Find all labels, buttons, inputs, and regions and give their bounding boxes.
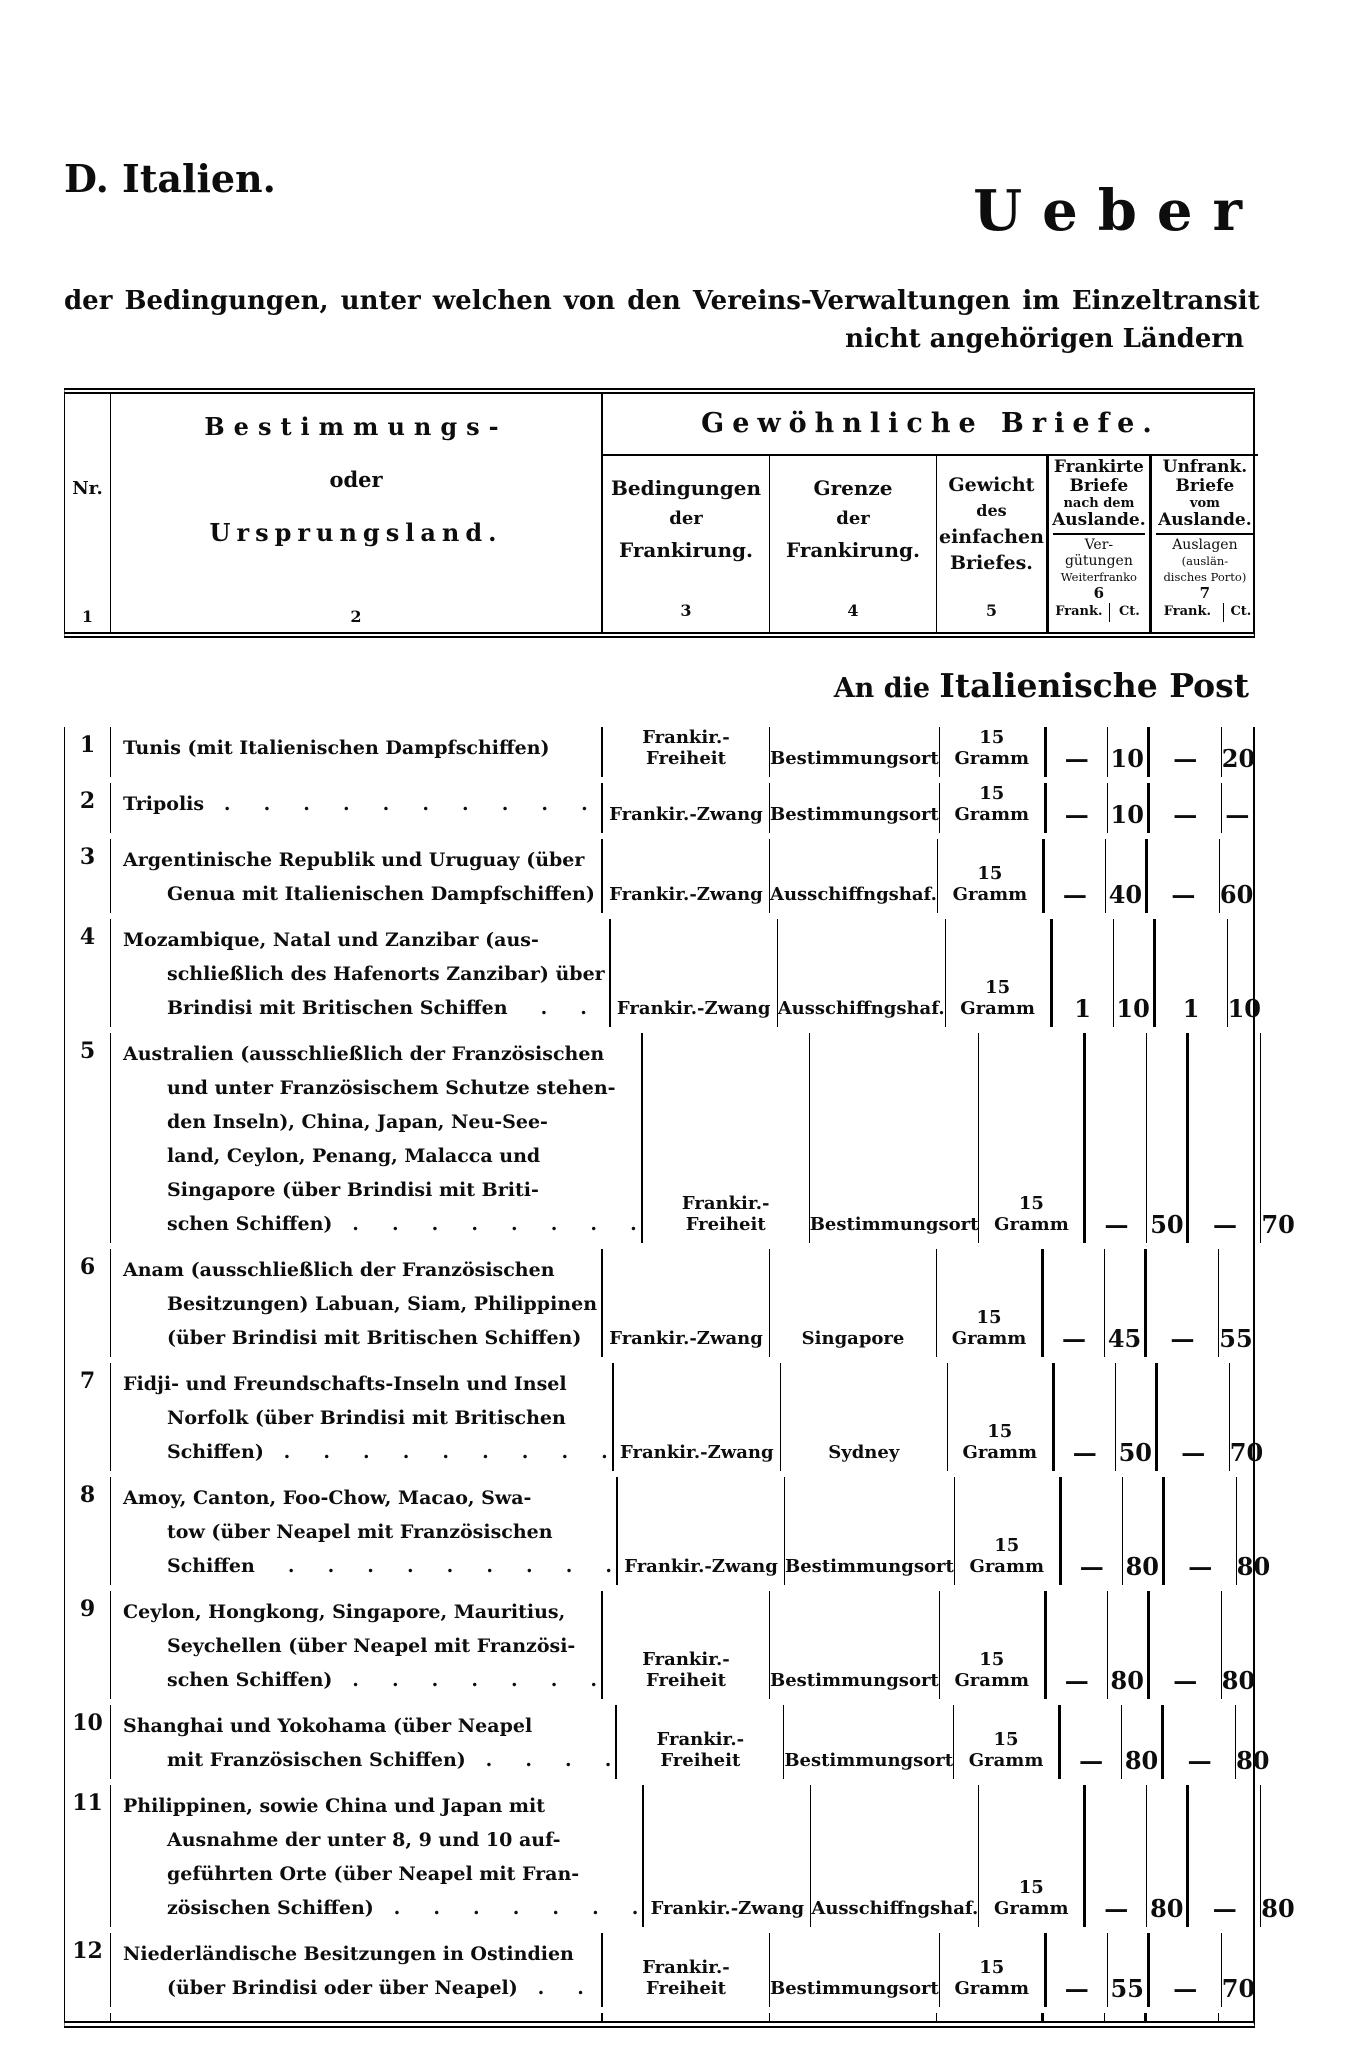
country-line: Singapore (über Brindisi mit Briti- bbox=[167, 1179, 539, 1201]
row-franking-limit: Sydney bbox=[781, 1363, 948, 1471]
row-number: 4 bbox=[65, 919, 111, 1027]
row-number: 3 bbox=[65, 839, 111, 913]
subsection-heading bbox=[64, 638, 1255, 727]
row-unfranked-ct: 80 bbox=[1236, 1552, 1271, 1581]
row-franked-frank: — bbox=[1045, 839, 1106, 913]
row-franked-ct: 10 bbox=[1108, 783, 1150, 833]
row-unfranked-ct: 80 bbox=[1236, 1746, 1270, 1775]
row-unfranked-frank: — bbox=[1150, 1591, 1222, 1699]
row-unfranked-ct: 20 bbox=[1221, 744, 1256, 773]
row-franked-frank: — bbox=[1055, 1363, 1116, 1471]
country-line: Ceylon, Hongkong, Singapore, Mauritius, bbox=[123, 1601, 566, 1623]
header-col-franked-letters: Frankirte Briefe nach dem Auslande. Ver- gütungen Weiterfranko 6 Frank. Ct. bbox=[1049, 456, 1152, 632]
dest-line-3: Ursprungsland. bbox=[209, 518, 503, 547]
row-franked-frank: — bbox=[1061, 1705, 1122, 1779]
row-number: 9 bbox=[65, 1591, 111, 1699]
table-row bbox=[65, 727, 1256, 777]
header-col-weight: Gewicht des einfachen Briefes. 5 bbox=[937, 456, 1049, 632]
row-franking-limit: Bestimmungsort bbox=[770, 727, 940, 777]
country-line: land, Ceylon, Penang, Malacca und bbox=[167, 1145, 541, 1167]
header-col-destination bbox=[111, 394, 603, 632]
country-line: Anam (ausschließlich der Französischen bbox=[123, 1259, 555, 1281]
row-franked-frank: — bbox=[1047, 783, 1108, 833]
row-unfranked-ct: 80 bbox=[1221, 1666, 1256, 1695]
row-franking-condition: Frankir.-Zwang bbox=[644, 1785, 811, 1927]
row-franking-condition: Frankir.-Freiheit bbox=[603, 1591, 770, 1699]
row-franked-frank: — bbox=[1086, 1033, 1147, 1243]
dest-col-number: 2 bbox=[350, 606, 362, 626]
row-number: 8 bbox=[65, 1477, 111, 1585]
unit-ct: Ct. bbox=[1118, 604, 1140, 619]
country-line: Mozambique, Natal und Zanzibar (aus- bbox=[123, 929, 539, 951]
row-weight: 15 Gramm bbox=[940, 783, 1047, 833]
country-line: mit Französischen Schiffen) . . . . bbox=[167, 1749, 612, 1771]
section-heading: D. Italien. bbox=[64, 156, 276, 201]
row-weight: 15 Gramm bbox=[937, 1249, 1044, 1357]
row-country bbox=[111, 727, 603, 777]
row-unfranked-frank: — bbox=[1147, 1249, 1219, 1357]
row-weight: 15 Gramm bbox=[954, 1705, 1061, 1779]
row-franking-condition: Frankir.-Freiheit bbox=[617, 1705, 784, 1779]
row-franked-frank: — bbox=[1062, 1477, 1123, 1585]
row-number: 12 bbox=[65, 1933, 111, 2007]
row-franked-ct: 45 bbox=[1105, 1249, 1147, 1357]
country-line: Niederländische Besitzungen in Ostindien bbox=[123, 1943, 574, 1965]
row-number: 10 bbox=[65, 1705, 111, 1779]
row-franking-limit: Bestimmungsort bbox=[810, 1033, 980, 1243]
table-row bbox=[65, 783, 1253, 833]
header-col-nr bbox=[65, 394, 111, 632]
band-main: Italienische Post bbox=[939, 665, 1249, 705]
country-line: Seychellen (über Neapel mit Französi- bbox=[167, 1635, 576, 1657]
row-weight: 15 Gramm bbox=[948, 1363, 1055, 1471]
row-unfranked-frank: — bbox=[1164, 1705, 1236, 1779]
row-country bbox=[111, 1249, 603, 1357]
row-weight: 15 Gramm bbox=[938, 839, 1045, 913]
row-unfranked-ct: 70 bbox=[1261, 1210, 1295, 1239]
country-line: Tripolis . . . . . . . . . . bbox=[123, 793, 588, 815]
row-unfranked-frank: — bbox=[1148, 839, 1220, 913]
table-row bbox=[65, 1363, 1264, 1471]
country-line: Brindisi mit Britischen Schiffen . . bbox=[167, 997, 587, 1019]
country-line: Schiffen) . . . . . . . . . bbox=[167, 1441, 608, 1463]
intro-line-1: der Bedingungen, unter welchen von den Vereins-Verwaltungen im Einzeltransit bbox=[64, 286, 1260, 316]
row-franked-frank: — bbox=[1047, 727, 1108, 777]
row-franking-limit: Bestimmungsort bbox=[770, 1591, 940, 1699]
row-country bbox=[111, 1033, 643, 1243]
spread-title-ueber: Ueber bbox=[973, 178, 1262, 244]
row-unfranked-ct: 55 bbox=[1219, 1324, 1253, 1353]
row-weight: 15 Gramm bbox=[955, 1477, 1062, 1585]
band-prefix: An die bbox=[833, 672, 940, 704]
country-line: Tunis (mit Italienischen Dampfschiffen) bbox=[123, 737, 550, 759]
row-franking-condition: Frankir.-Zwang bbox=[603, 783, 770, 833]
table-header bbox=[64, 388, 1255, 638]
row-weight: 15 Gramm bbox=[979, 1785, 1086, 1927]
row-country bbox=[111, 1933, 603, 2007]
nr-col-number: 1 bbox=[81, 606, 94, 626]
table-row bbox=[65, 1033, 1295, 1243]
row-weight: 15 Gramm bbox=[940, 727, 1047, 777]
row-unfranked-frank: — bbox=[1189, 1785, 1261, 1927]
row-unfranked-frank: — bbox=[1150, 1933, 1222, 2007]
country-line: geführten Orte (über Neapel mit Fran- bbox=[167, 1863, 580, 1885]
table-row bbox=[65, 919, 1261, 1027]
dest-line-2: oder bbox=[329, 467, 383, 492]
row-unfranked-frank: — bbox=[1150, 727, 1222, 777]
country-line: schen Schiffen) . . . . . . . . bbox=[167, 1213, 637, 1235]
row-franked-ct: 50 bbox=[1116, 1363, 1158, 1471]
country-line: schließlich des Hafenorts Zanzibar) über bbox=[167, 963, 605, 985]
row-franked-frank: — bbox=[1044, 1249, 1105, 1357]
row-unfranked-ct: — bbox=[1225, 800, 1250, 829]
country-line: (über Brindisi mit Britischen Schiffen) bbox=[167, 1327, 582, 1349]
unit-ct: Ct. bbox=[1230, 604, 1252, 619]
header-col-conditions: Bedingungen der Frankirung. 3 bbox=[603, 456, 770, 632]
row-unfranked-ct: 70 bbox=[1229, 1438, 1264, 1467]
row-franked-ct: 10 bbox=[1108, 727, 1150, 777]
row-country bbox=[111, 1591, 603, 1699]
row-franked-ct: 55 bbox=[1108, 1933, 1150, 2007]
table-filler-row bbox=[65, 2013, 1253, 2021]
row-franking-limit: Ausschiffngshaf. bbox=[770, 839, 938, 913]
intro-text bbox=[64, 286, 1260, 354]
row-weight: 15 Gramm bbox=[979, 1033, 1086, 1243]
row-franked-ct: 10 bbox=[1114, 919, 1156, 1027]
row-country bbox=[111, 1785, 644, 1927]
country-line: den Inseln), China, Japan, Neu-See- bbox=[167, 1111, 548, 1133]
row-unfranked-frank: — bbox=[1165, 1477, 1237, 1585]
country-line: Australien (ausschließlich der Französischen bbox=[123, 1043, 605, 1065]
row-number: 6 bbox=[65, 1249, 111, 1357]
country-line: Philippinen, sowie China und Japan mit bbox=[123, 1795, 545, 1817]
row-country bbox=[111, 919, 611, 1027]
nr-label: Nr. bbox=[72, 478, 103, 499]
row-weight: 15 Gramm bbox=[946, 919, 1053, 1027]
row-franking-condition: Frankir.-Freiheit bbox=[603, 727, 770, 777]
row-franking-condition: Frankir.-Freiheit bbox=[603, 1933, 770, 2007]
row-unfranked-frank: — bbox=[1189, 1033, 1261, 1243]
row-franking-limit: Ausschiffngshaf. bbox=[811, 1785, 979, 1927]
header-divider bbox=[1053, 533, 1145, 535]
row-franked-ct: 80 bbox=[1122, 1705, 1164, 1779]
row-unfranked-ct: 70 bbox=[1221, 1974, 1256, 2003]
row-franking-condition: Frankir.-Zwang bbox=[603, 1249, 770, 1357]
row-franked-frank: 1 bbox=[1053, 919, 1114, 1027]
table-row bbox=[65, 839, 1253, 913]
country-line: Amoy, Canton, Foo-Chow, Macao, Swa- bbox=[123, 1487, 532, 1509]
country-line: Norfolk (über Brindisi mit Britischen bbox=[167, 1407, 566, 1429]
row-country bbox=[111, 1477, 618, 1585]
table-row bbox=[65, 1785, 1295, 1927]
row-franking-condition: Frankir.-Zwang bbox=[618, 1477, 785, 1585]
row-number: 1 bbox=[65, 727, 111, 777]
country-line: Ausnahme der unter 8, 9 und 10 auf- bbox=[167, 1829, 561, 1851]
row-unfranked-ct: 80 bbox=[1261, 1894, 1295, 1923]
row-franking-limit: Bestimmungsort bbox=[770, 783, 940, 833]
row-country bbox=[111, 783, 603, 833]
row-franking-limit: Bestimmungsort bbox=[785, 1477, 955, 1585]
country-line: zösischen Schiffen) . . . . . . . bbox=[167, 1897, 639, 1919]
table-row bbox=[65, 1933, 1256, 2007]
row-franked-ct: 80 bbox=[1123, 1477, 1165, 1585]
header-col-unfranked-letters: Unfrank. Briefe vom Auslande. Auslagen (auslän- disches Porto) 7 Frank. Ct. bbox=[1152, 456, 1258, 632]
row-unfranked-frank: — bbox=[1158, 1363, 1230, 1471]
row-franked-ct: 80 bbox=[1108, 1591, 1150, 1699]
row-franked-frank: — bbox=[1086, 1785, 1147, 1927]
row-franking-limit: Ausschiffngshaf. bbox=[778, 919, 946, 1027]
table-row bbox=[65, 1705, 1270, 1779]
country-line: Fidji- und Freundschafts-Inseln und Insel bbox=[123, 1373, 567, 1395]
row-franked-ct: 80 bbox=[1147, 1785, 1189, 1927]
table-row bbox=[65, 1249, 1253, 1357]
row-number: 5 bbox=[65, 1033, 111, 1243]
row-franked-ct: 50 bbox=[1147, 1033, 1189, 1243]
row-country bbox=[111, 1705, 617, 1779]
row-weight: 15 Gramm bbox=[940, 1591, 1047, 1699]
row-franking-limit: Bestimmungsort bbox=[770, 1933, 940, 2007]
table-row bbox=[65, 1591, 1256, 1699]
row-unfranked-frank: 1 bbox=[1156, 919, 1228, 1027]
header-col-limit: Grenze der Frankirung. 4 bbox=[770, 456, 937, 632]
unit-frank: Frank. bbox=[1049, 603, 1110, 622]
row-franking-limit: Bestimmungsort bbox=[784, 1705, 954, 1779]
country-line: und unter Französischem Schutze stehen- bbox=[167, 1077, 616, 1099]
header-divider bbox=[1156, 533, 1254, 535]
country-line: Shanghai und Yokohama (über Neapel bbox=[123, 1715, 533, 1737]
row-number: 11 bbox=[65, 1785, 111, 1927]
country-line: Argentinische Republik und Uruguay (über bbox=[123, 849, 585, 871]
row-unfranked-ct: 60 bbox=[1219, 880, 1254, 909]
row-franking-condition: Frankir.-Zwang bbox=[603, 839, 770, 913]
row-unfranked-frank: — bbox=[1150, 783, 1222, 833]
row-franked-ct: 40 bbox=[1106, 839, 1148, 913]
header-group-ordinary-letters bbox=[603, 394, 1258, 632]
group-title: Gewöhnliche Briefe. bbox=[603, 394, 1258, 456]
row-franking-condition: Frankir.-Freiheit bbox=[643, 1033, 810, 1243]
row-country bbox=[111, 1363, 614, 1471]
row-franking-condition: Frankir.-Zwang bbox=[614, 1363, 781, 1471]
row-franked-frank: — bbox=[1047, 1933, 1108, 2007]
row-country bbox=[111, 839, 603, 913]
row-number: 2 bbox=[65, 783, 111, 833]
table-body bbox=[64, 727, 1295, 2028]
row-number: 7 bbox=[65, 1363, 111, 1471]
table-row bbox=[65, 1477, 1271, 1585]
country-line: Genua mit Italienischen Dampfschiffen) bbox=[167, 883, 595, 905]
row-unfranked-ct: 10 bbox=[1227, 994, 1261, 1023]
row-franking-limit: Singapore bbox=[770, 1249, 937, 1357]
dest-line-1: Bestimmungs- bbox=[204, 412, 508, 441]
row-franking-condition: Frankir.-Zwang bbox=[611, 919, 778, 1027]
country-line: tow (über Neapel mit Französischen bbox=[167, 1521, 553, 1543]
unit-frank: Frank. bbox=[1152, 603, 1224, 622]
country-line: Besitzungen) Labuan, Siam, Philippinen bbox=[167, 1293, 598, 1315]
country-line: (über Brindisi oder über Neapel) . . bbox=[167, 1977, 584, 1999]
intro-line-2: nicht angehörigen Ländern bbox=[845, 324, 1244, 354]
row-weight: 15 Gramm bbox=[940, 1933, 1047, 2007]
country-line: Schiffen . . . . . . . . . bbox=[167, 1555, 613, 1577]
postal-rates-table bbox=[64, 388, 1295, 2028]
row-franked-frank: — bbox=[1047, 1591, 1108, 1699]
country-line: schen Schiffen) . . . . . . . bbox=[167, 1669, 597, 1691]
